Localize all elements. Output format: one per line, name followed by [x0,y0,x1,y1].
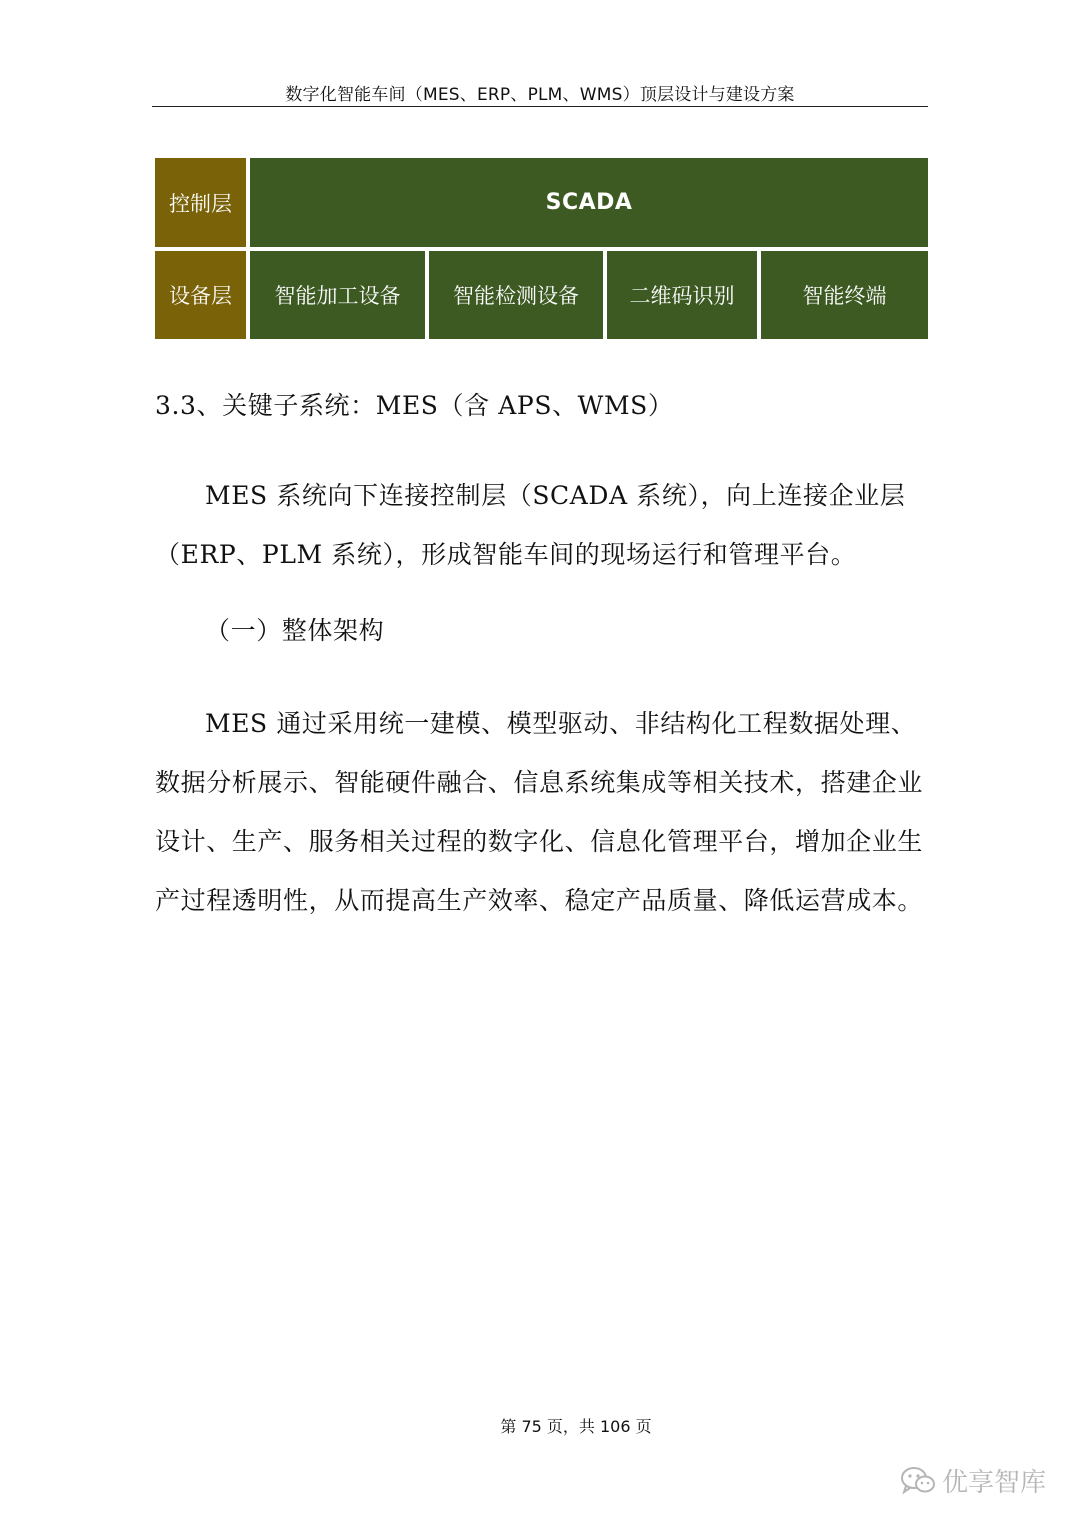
device-item-machining: 智能加工设备 [250,251,425,339]
scada-block: SCADA [250,158,928,247]
section-title: 3.3、关键子系统：MES（含 APS、WMS） [155,391,674,420]
paragraph-mes-architecture: MES 通过采用统一建模、模型驱动、非结构化工程数据处理、数据分析展示、智能硬件融合、信息系统集成等相关技术，搭建企业设计、生产、服务相关过程的数字化、信息化管理平台，增加企业生产过程透明性，从而提高生产效率、稳定产品质量、降低运营成本。 [155,709,924,915]
page-number: 第 75 页，共 106 页 [500,1417,652,1436]
device-item-inspection: 智能检测设备 [429,251,603,339]
device-item-terminal: 智能终端 [761,251,928,339]
subheading-architecture: （一）整体架构 [205,616,385,645]
document-header-title: 数字化智能车间（MES、ERP、PLM、WMS）顶层设计与建设方案 [285,85,795,105]
control-layer-label: 控制层 [155,158,246,247]
watermark [900,1462,1046,1499]
control-layer-row [155,158,928,247]
device-layer-label: 设备层 [155,251,246,339]
paragraph-mes-connection: MES 系统向下连接控制层（SCADA 系统），向上连接企业层（ERP、PLM 系统），形成智能车间的现场运行和管理平台。 [155,481,906,569]
architecture-diagram [155,158,928,343]
device-item-qrcode: 二维码识别 [607,251,757,339]
device-layer-row [155,251,928,339]
watermark-text: 优享智库 [941,1468,1046,1498]
header-divider [152,106,928,107]
wechat-icon [900,1466,936,1496]
